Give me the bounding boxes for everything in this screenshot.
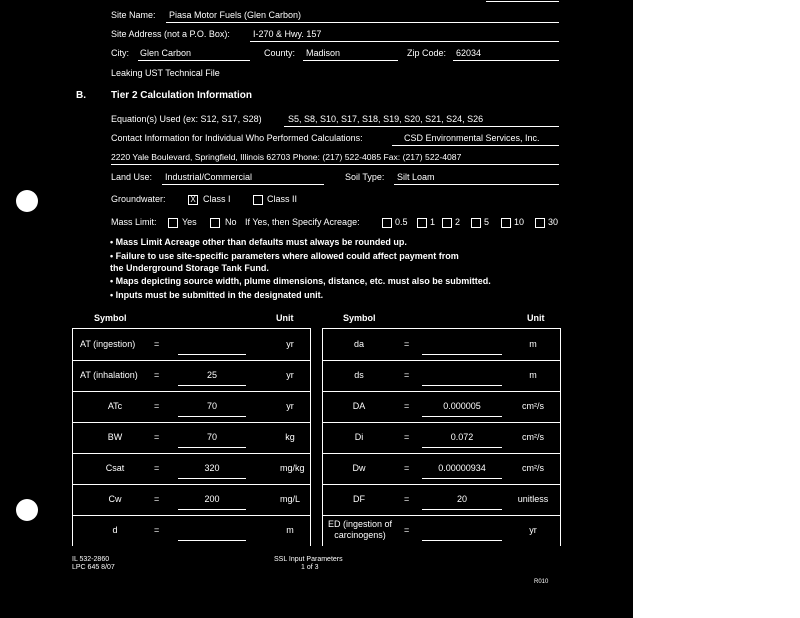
left-row-symbol: Csat	[105, 462, 125, 473]
left-row-unit: kg	[285, 431, 295, 442]
value-underline	[422, 416, 502, 417]
city-value: Glen Carbon	[140, 48, 192, 58]
right-row-symbol: DA	[352, 400, 366, 411]
left-row-value-field[interactable]: 70	[206, 400, 217, 411]
left-table-border	[310, 328, 311, 546]
left-row-unit: mg/L	[280, 493, 301, 504]
contact-address-underline	[111, 164, 559, 165]
footer-form-number: IL 532-2860	[72, 556, 110, 563]
row-divider	[72, 391, 310, 392]
mass-limit-no-label: No	[225, 217, 237, 227]
site-name-label: Site Name:	[111, 10, 156, 20]
right-row-equals: =	[404, 400, 410, 411]
footer-mark: R010	[534, 579, 549, 585]
equations-value: S5, S8, S10, S17, S18, S19, S20, S21, S24, S26	[288, 114, 484, 124]
land-use-label: Land Use:	[111, 172, 153, 182]
groundwater-label: Groundwater:	[111, 194, 166, 204]
class1-label: Class I	[203, 194, 231, 204]
footer-title: SSL Input Parameters	[274, 556, 343, 563]
section-title: Tier 2 Calculation Information	[111, 90, 252, 101]
left-row-equals: =	[154, 369, 160, 380]
row-divider	[322, 515, 560, 516]
right-row-equals: =	[404, 338, 410, 349]
contact-company: CSD Environmental Services, Inc.	[404, 133, 540, 143]
left-row-equals: =	[154, 400, 160, 411]
left-row-equals: =	[154, 524, 160, 535]
right-row-unit: m	[529, 369, 537, 380]
mass-limit-yes-checkbox[interactable]	[168, 218, 178, 228]
acreage-2-checkbox[interactable]	[442, 218, 452, 228]
left-row-unit: mg/kg	[280, 462, 305, 473]
right-header-symbol: Symbol	[343, 313, 376, 323]
zip-value: 62034	[456, 48, 482, 58]
right-row-equals: =	[404, 524, 410, 535]
site-address-value: I-270 & Hwy. 157	[253, 29, 322, 39]
contact-company-underline	[392, 145, 559, 146]
site-name-value: Piasa Motor Fuels (Glen Carbon)	[169, 10, 302, 20]
right-row-unit: cm²/s	[522, 462, 544, 473]
soil-type-underline	[394, 184, 559, 185]
left-row-equals: =	[154, 338, 160, 349]
site-address-label: Site Address (not a P.O. Box):	[111, 29, 230, 39]
right-row-value-field[interactable]: 0.000005	[443, 400, 481, 411]
equations-label: Equation(s) Used (ex: S12, S17, S28)	[111, 114, 262, 124]
county-value: Madison	[306, 48, 341, 58]
class2-checkbox[interactable]	[253, 195, 263, 205]
value-underline	[178, 447, 246, 448]
binder-hole	[16, 190, 38, 212]
right-table-border	[560, 328, 561, 546]
binder-hole	[16, 499, 38, 521]
site-name-underline	[166, 22, 559, 23]
class2-label: Class II	[267, 194, 298, 204]
value-underline	[178, 416, 246, 417]
value-underline	[178, 354, 246, 355]
right-row-unit: yr	[529, 524, 537, 535]
value-underline	[422, 478, 502, 479]
soil-type-label: Soil Type:	[345, 172, 385, 182]
value-underline	[422, 385, 502, 386]
right-row-value-field[interactable]: 0.00000934	[438, 462, 486, 473]
left-table-rule	[72, 328, 310, 329]
contact-address: 2220 Yale Boulevard, Springfield, Illinois 62703 Phone: (217) 522-4085 Fax: (217) 522-4087	[111, 152, 462, 162]
footer-page: 1 of 3	[301, 564, 319, 571]
left-row-symbol: AT (ingestion)	[80, 338, 136, 349]
left-header-symbol: Symbol	[94, 313, 127, 323]
right-row-value-field[interactable]: 20	[456, 493, 467, 504]
county-label: County:	[264, 48, 296, 58]
row-divider	[72, 360, 310, 361]
footer-form-date: LPC 645 8/07	[72, 564, 115, 571]
left-row-equals: =	[154, 462, 160, 473]
left-row-symbol: Cw	[108, 493, 122, 504]
right-row-unit: unitless	[517, 493, 549, 504]
value-underline	[178, 385, 246, 386]
value-underline	[178, 509, 246, 510]
acreage-5-checkbox[interactable]	[471, 218, 481, 228]
left-row-value-field[interactable]: 25	[206, 369, 217, 380]
land-use-underline	[162, 184, 324, 185]
left-row-symbol: d	[112, 524, 118, 535]
right-row-symbol: ds	[354, 369, 364, 380]
acreage-30-label: 30	[548, 217, 559, 227]
row-divider	[72, 484, 310, 485]
row-divider	[322, 484, 560, 485]
equations-underline	[284, 126, 559, 127]
left-row-unit: yr	[286, 400, 294, 411]
bullet-item: • Failure to use site-specific parameters where allowed could affect payment from	[110, 251, 459, 261]
acreage-10-label: 10	[514, 217, 525, 227]
left-row-value-field[interactable]: 70	[206, 431, 217, 442]
acreage-label: If Yes, then Specify Acreage:	[245, 217, 360, 227]
bullet-item: • Maps depicting source width, plume dimensions, distance, etc. must also be submitted.	[110, 276, 491, 286]
row-divider	[72, 422, 310, 423]
right-row-equals: =	[404, 462, 410, 473]
acreage-10-checkbox[interactable]	[501, 218, 511, 228]
left-row-equals: =	[154, 493, 160, 504]
row-divider	[322, 391, 560, 392]
county-underline	[303, 60, 398, 61]
right-row-equals: =	[404, 493, 410, 504]
zip-label: Zip Code:	[407, 48, 447, 58]
class1-checkbox-checked[interactable]: X	[188, 195, 198, 205]
right-row-unit: m	[529, 338, 537, 349]
acreage-1-label: 1	[430, 217, 436, 227]
left-header-unit: Unit	[276, 313, 294, 323]
right-row-equals: =	[404, 431, 410, 442]
value-underline	[178, 540, 246, 541]
right-row-value-field[interactable]: 0.072	[450, 431, 474, 442]
left-row-symbol: BW	[107, 431, 123, 442]
city-label: City:	[111, 48, 129, 58]
top-rule	[486, 1, 559, 2]
left-row-value-field[interactable]: 200	[204, 493, 220, 504]
value-underline	[422, 447, 502, 448]
right-row-symbol: DF	[353, 493, 365, 504]
right-row-unit: cm²/s	[522, 431, 544, 442]
right-table-rule	[322, 328, 560, 329]
left-row-value-field[interactable]: 320	[204, 462, 220, 473]
site-address-underline	[250, 41, 559, 42]
value-underline	[178, 478, 246, 479]
soil-type-value: Silt Loam	[397, 172, 435, 182]
acreage-30-checkbox[interactable]	[535, 218, 545, 228]
acreage-5-label: 5	[484, 217, 490, 227]
value-underline	[422, 509, 502, 510]
land-use-value: Industrial/Commercial	[165, 172, 253, 182]
row-divider	[322, 422, 560, 423]
mass-limit-label: Mass Limit:	[111, 217, 157, 227]
acreage-0-5-checkbox[interactable]	[382, 218, 392, 228]
contact-label: Contact Information for Individual Who Performed Calculations:	[111, 133, 363, 143]
mass-limit-yes-label: Yes	[182, 217, 197, 227]
left-row-unit: yr	[286, 369, 294, 380]
right-row-unit: cm²/s	[522, 400, 544, 411]
row-divider	[322, 360, 560, 361]
left-row-unit: m	[286, 524, 294, 535]
right-row-symbol: Dw	[352, 462, 366, 473]
value-underline	[422, 540, 502, 541]
row-divider	[72, 515, 310, 516]
file-label: Leaking UST Technical File	[111, 68, 220, 78]
acreage-1-checkbox[interactable]	[417, 218, 427, 228]
mass-limit-no-checkbox[interactable]	[210, 218, 220, 228]
left-row-symbol: ATc	[107, 400, 123, 411]
left-row-equals: =	[154, 431, 160, 442]
left-row-symbol: AT (inhalation)	[80, 369, 138, 380]
left-row-unit: yr	[286, 338, 294, 349]
row-divider	[72, 453, 310, 454]
acreage-0-5-label: 0.5	[395, 217, 408, 227]
value-underline	[422, 354, 502, 355]
right-row-symbol: da	[353, 338, 364, 349]
right-header-unit: Unit	[527, 313, 545, 323]
right-row-equals: =	[404, 369, 410, 380]
bullet-item: • Inputs must be submitted in the designated unit.	[110, 290, 324, 300]
right-row-symbol: Di	[354, 431, 364, 442]
bullet-item: • Mass Limit Acreage other than defaults must always be rounded up.	[110, 237, 407, 247]
zip-underline	[453, 60, 559, 61]
acreage-2-label: 2	[455, 217, 461, 227]
right-row-symbol: ED (ingestion of carcinogens)	[327, 519, 393, 540]
bullet-item: the Underground Storage Tank Fund.	[110, 263, 269, 273]
row-divider	[322, 453, 560, 454]
section-letter: B.	[76, 90, 86, 101]
city-underline	[138, 60, 250, 61]
